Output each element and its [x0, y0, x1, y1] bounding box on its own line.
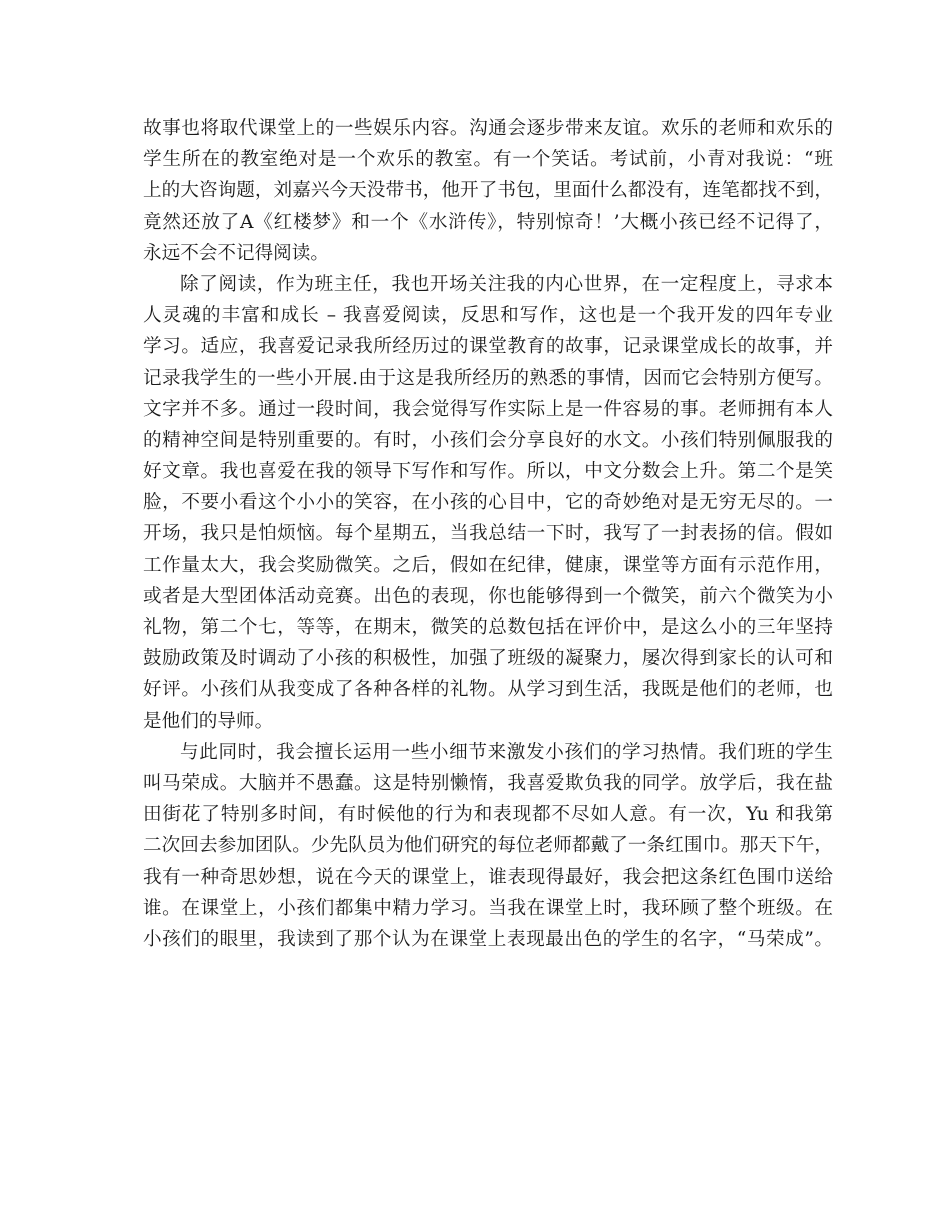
paragraph [143, 737, 833, 955]
text-line: 学生所在的教室绝对是一个欢乐的教室。有一个笑话。考试前，小青对我说：“班 [143, 149, 833, 171]
paragraph [143, 113, 833, 269]
text-line: 叫马荣成。大脑并不愚蠢。这是特别懒惰，我喜爱欺负我的同学。放学后，我在盐 [143, 772, 833, 794]
text-line: 故事也将取代课堂上的一些娱乐内容。沟通会逐步带来友谊。欢乐的老师和欢乐的 [143, 118, 833, 139]
text-line: 鼓励政策及时调动了小孩的积极性，加强了班级的凝聚力，屡次得到家长的认可和 [143, 648, 833, 670]
text-line: 永远不会不记得阅读。 [143, 242, 329, 264]
text-line: 谁。在课堂上，小孩们都集中精力学习。当我在课堂上时，我环顾了整个班级。在 [143, 897, 833, 919]
text-line: 人灵魂的丰富和成长 – 我喜爱阅读，反思和写作，这也是一个我开发的四年专业 [143, 305, 833, 327]
text-line: 我有一种奇思妙想，说在今天的课堂上，谁表现得最好，我会把这条红色围巾送给 [143, 866, 833, 888]
text-line: 脸，不要小看这个小小的笑容，在小孩的心目中，它的奇妙绝对是无穷无尽的。一 [143, 492, 833, 514]
text-line: 与此同时，我会擅长运用一些小细节来激发小孩们的学习热情。我们班的学生 [180, 741, 833, 763]
text-line: 田街花了特别多时间，有时候他的行为和表现都不尽如人意。有一次，Yu 和我第 [143, 804, 833, 826]
text-line: 好评。小孩们从我变成了各种各样的礼物。从学习到生活，我既是他们的老师，也 [143, 679, 833, 701]
text-line: 竟然还放了A《红楼梦》和一个《水浒传》，特别惊奇！’大概小孩已经不记得了， [143, 211, 833, 233]
text-line: 上的大咨询题，刘嘉兴今天没带书，他开了书包，里面什么都没有，连笔都找不到， [143, 180, 833, 202]
text-line: 是他们的导师。 [143, 710, 274, 732]
text-line: 礼物，第二个七，等等，在期末，微笑的总数包括在评价中，是这么小的三年坚持 [143, 617, 833, 638]
text-line: 除了阅读，作为班主任，我也开场关注我的内心世界，在一定程度上，寻求本 [180, 273, 833, 295]
text-line: 二次回去参加团队。少先队员为他们研究的每位老师都戴了一条红围巾。那天下午， [143, 835, 833, 857]
text-line: 或者是大型团体活动竞赛。出色的表现，你也能够得到一个微笑，前六个微笑为小 [143, 585, 833, 607]
text-line: 开场，我只是怕烦恼。每个星期五，当我总结一下时，我写了一封表扬的信。假如 [143, 523, 833, 545]
body-text [143, 113, 833, 955]
text-line: 学习。适应，我喜爱记录我所经历过的课堂教育的故事，记录课堂成长的故事，并 [143, 336, 833, 358]
text-line: 记录我学生的一些小开展.由于这是我所经历的熟悉的事情，因而它会特别方便写。 [143, 367, 833, 389]
text-line: 小孩们的眼里，我读到了那个认为在课堂上表现最出色的学生的名字，“马荣成”。 [143, 928, 833, 950]
text-line: 的精神空间是特别重要的。有时，小孩们会分享良好的水文。小孩们特别佩服我的 [143, 429, 833, 451]
text-line: 好文章。我也喜爱在我的领导下写作和写作。所以，中文分数会上升。第二个是笑 [143, 461, 833, 483]
paragraph [143, 269, 833, 737]
text-line: 工作量太大，我会奖励微笑。之后，假如在纪律，健康，课堂等方面有示范作用， [143, 554, 833, 576]
text-line: 文字并不多。通过一段时间，我会觉得写作实际上是一件容易的事。老师拥有本人 [143, 398, 833, 420]
